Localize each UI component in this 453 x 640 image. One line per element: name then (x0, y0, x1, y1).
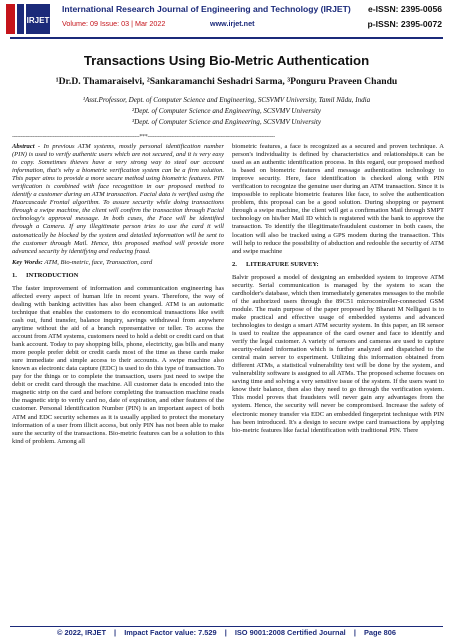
footer-iso: ISO 9001:2008 Certified Journal (234, 628, 346, 637)
journal-title: International Research Journal of Engineering and Technology (IRJET) (62, 4, 351, 14)
left-column (12, 143, 224, 449)
header-divider (10, 37, 443, 39)
section-number: 2. (232, 260, 237, 268)
logo-text: IRJET (26, 16, 50, 25)
right-column (232, 143, 444, 438)
footer-separator: | (114, 628, 117, 637)
footer-copyright: © 2022, IRJET (56, 628, 106, 637)
keywords-text: ATM, Bio-metric, face, Transaction, card (42, 258, 153, 266)
footer-divider (10, 626, 443, 627)
literature-survey-text: Balvir proposed a model of designing an embedded system to improve ATM security. Serial communication is managed by the system to scan the cardholder's database, which then immediately generates messages to the mobile of the authorized users through the 89C51 microcontroller-connected GSM module. The main purpose of the paper proposed by Bharati M Nelligani is to make practical and effective usage of embedded systems and advanced technologies to design a smart ATM security system. In this paper, an IR sensor is used to realize the appearance of the card owner and face to identify and verify the legal customer. A variety of sensors and cameras are used to capture security-related information which is further analyzed and dispatched to the central main server to experiment. Utilizing this information obtained from different ATMs, a statistical vulnerability test will be done by the system, and vulnerability software is assigned to all ATMs. The proposed scheme focuses on saving time and solving a very sensitive issue of the system. If the users want to know their balance, then also they need to go through the verification system. This model proves that fraudsters will never gain any advantages from the system. Hence, the security will never be compromised. Increase the safety of electronic money transfer via EDC an embedded fingerprint technique with PIN has been introduced. It's a design to secure swipe card transactions by applying bio-metric features like facial identification with traditional PIN. There (232, 273, 444, 434)
p-issn: p-ISSN: 2395-0072 (367, 19, 442, 29)
affiliation-2: ²Dept. of Computer Science and Engineering, SCSVMV University (132, 107, 321, 115)
volume-info: Volume: 09 Issue: 03 | Mar 2022 (62, 19, 166, 28)
footer-impact-factor: Impact Factor value: 7.529 (124, 628, 217, 637)
irjet-logo-icon (6, 4, 50, 34)
paper-authors: ¹Dr.D. Thamaraiselvi, ²Sankaramanchi Seshadri Sarma, ³Ponguru Praveen Chandu (55, 76, 398, 87)
section-separator: ---------------------------------------------------------------------------***--------------------------------------------------------------------------- (12, 134, 275, 140)
journal-footer (0, 628, 453, 640)
section-number: 1. (12, 271, 17, 279)
introduction-continuation: biometric features, a face is recognized as a secured and proven technique. A person's individuality is defined by characteristics and relationships.it can be used as an authentic identification process. In this regard, our proposed method is based on biometric features and message authentication technology to improve security. Here, face identification is checked along with PIN verification to recognize the genuine user during an ATM transaction. Since it is impossible to replicate biometric features like face, to solve the authentication problem, this proposal can be a good solution. During shopping or payment through a swipe machine, the client will get a confirmation Mail through SMPT technology on his/her Mail ID which is registered with the bank to approve the transaction. To identify the illegitimate/fraudulent customer in both cases, the location will also be tracked using a GPS modem during the transaction. This will help to reduce the possibility of abduction and redouble the security of ATM and swipe machine (232, 143, 444, 255)
paper-title: Transactions Using Bio-Metric Authentication (83, 53, 370, 68)
affiliation-1: ¹Asst.Professor, Dept. of Computer Science and Engineering, SCSVMV University, Tamil Nādu, India (82, 96, 371, 104)
affiliation-3: ³Dept. of Computer Science and Engineering, SCSVMV University (132, 118, 321, 126)
section-title: LITERATURE SURVEY: (246, 260, 319, 268)
journal-header (0, 0, 453, 38)
keywords (12, 259, 224, 267)
introduction-text: The faster improvement of information and communication engineering has affected every aspect of human life in recent years. Therefore, the way of dealing with banking activities has also been changed. ATM is an automatic technique that enables the customers to do economical transactions like swift cash out, fund transfer, balance inquiry, savings withdrawal from anywhere anytime without the aid of a branch representative or teller. To access the account from ATM systems, customers need to hold a debit or credit card on that bank account. Today to pay shopping bills, phone, electricity, gas bills and many more people prefer debit or credit cards most of the time as these cards make sure immediate and simple access to their accounts. A swipe machine also known as electronic data capture (EDC) is used to do this type of transaction. To pay for the things or to complete the transaction, users just need to swipe the debit or credit card through the machine. All customer data is encoded into the magnetic strip on the card and before completing the transaction machine reads the magnetic strip to verify card no, date of expiration, and other features of the customer. Personal Identification Number (PIN) is an important aspect of both ATM and EDC security schemes as it is usually applied to protect the monetary information of a user from illicit access, but only PIN has not been able to make sure the security of the transactions. Bio-metric features can be a solution to this kind of problem. Among all (12, 284, 224, 445)
abstract (12, 143, 224, 256)
journal-website-link[interactable]: www.irjet.net (210, 19, 255, 28)
footer-separator: | (224, 628, 227, 637)
e-issn: e-ISSN: 2395-0056 (367, 4, 442, 14)
section-heading-introduction (12, 272, 224, 280)
abstract-label: Abstract (12, 143, 35, 150)
footer-page-number: Page 806 (363, 628, 397, 637)
section-title: INTRODUCTION (26, 271, 79, 279)
keywords-label: Key Words: (12, 258, 43, 266)
abstract-text: - In previous ATM systems, mostly personal identification number (PIN) is used to verify authentic users which are not secured, and it is very easy to copy. Sometimes thieves have a very strong way to steal our account information, that's why a biometric verification system can be a firm solution. This paper aims to provide a more secure method using biometric features. PIN verification is combined with face recognition in our proposed method to identify a customer during an ATM transaction. Facial data is verified using the Haarcascade Frontal algorithm. To assure security while doing transactions through a swipe machine, the client will confirm the transaction through Facial technology's approval message. In both cases, the Face will be identified through a Camera. If any illegitimate person tries to use the card it will automatically be blocked by the system and detailed information will be sent to the customer through Mail. Hence, this proposed method will provide more advanced security by identifying and reducing fraud. (12, 143, 224, 255)
section-heading-literature-survey (232, 261, 444, 269)
footer-separator: | (353, 628, 356, 637)
